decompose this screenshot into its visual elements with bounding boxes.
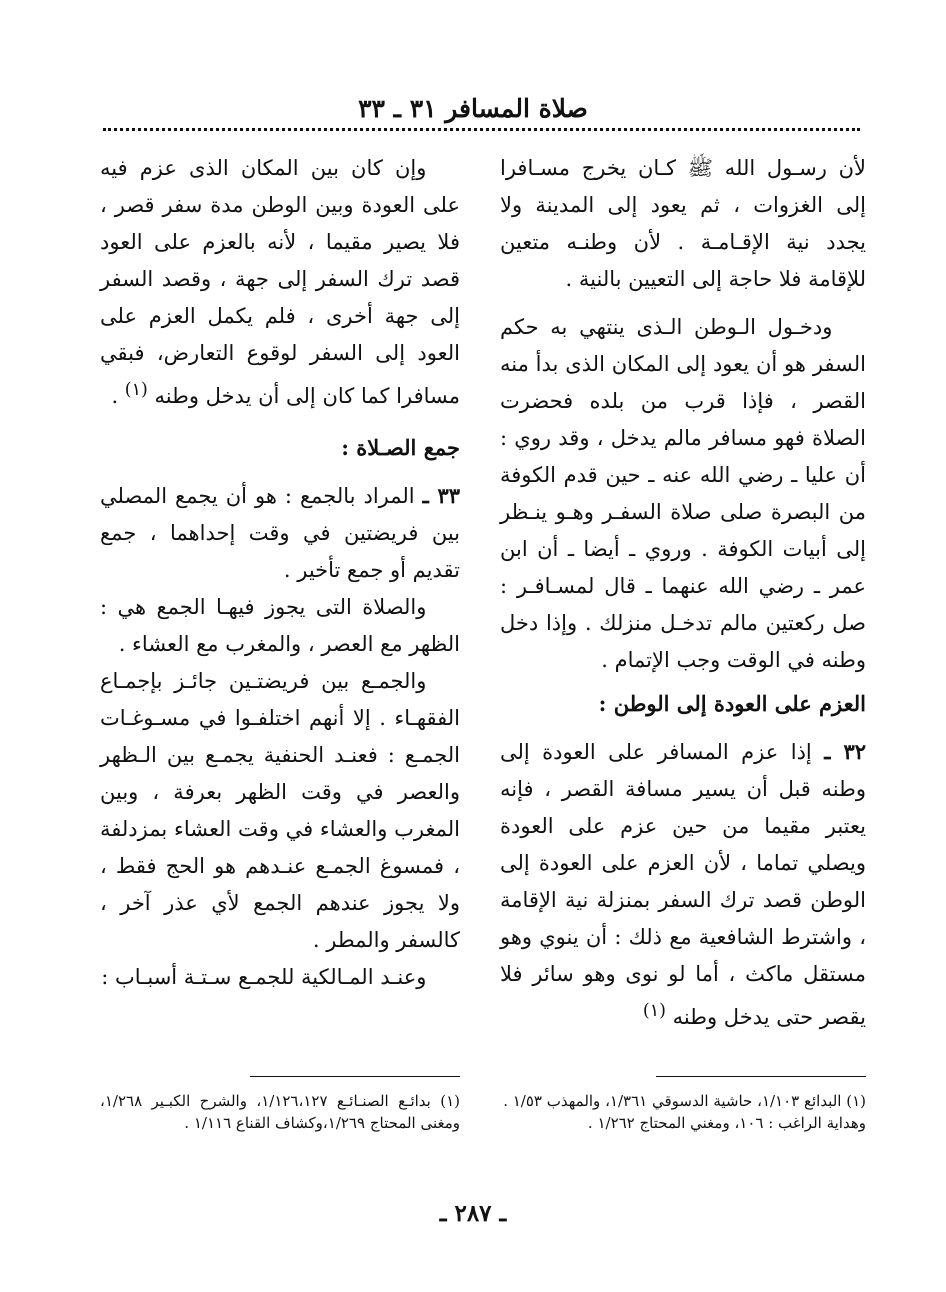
footnote: وهداية الراغب : ١٠٦، ومغني المحتاج ١/٢٦٢ . xyxy=(587,1114,866,1132)
section-heading: العزم على العودة إلى الوطن : xyxy=(598,691,866,716)
paragraph: وعنـد المـالكية للجمـع سـتـة أسبـاب : xyxy=(101,965,427,989)
footnote-separator xyxy=(250,1076,460,1077)
paragraph: ودخـول الـوطن الـذى ينتهي به حكم السفر هو أن يعود إلى المكان الذى بدأ منه القصر ، فإذا قرب من بلده فحضرت الصلاة فهو مسافر مالم يدخل ، وقد روي : أن عليا ـ رضي الله عنه ـ حين قدم الكوفة من البصرة صلى صلاة السفـر وهـو ينـظر إلى أبيات الكوفة . وروي ـ أيضا ـ أن ابن عمر ـ رضي الله عنهما ـ قال لمسـافـر : صل ركعتين مالم تدخـل منزلك . وإذا دخل وطنه في الوقت وجب الإتمام . xyxy=(500,315,866,672)
footnote: (١) بدائـع الصنـائـع ١/١٢٦،١٢٧، والشرح الكبـير ١/٢٦٨، ومغنى المحتاج ١/٢٦٩،وكشاف القناع ١/١١٦ . xyxy=(100,1092,460,1132)
footnote: (١) البدائع ١/١٠٣، حاشية الدسوقي ١/٣٦١، والمهذب ١/٥٣ . xyxy=(503,1092,866,1110)
paragraph: وإن كان بين المكان الذى عزم فيه على العودة وبين الوطن مدة سفر قصر ، فلا يصير مقيما ، لأنه بالعزم على العود قصد ترك السفر إلى جهة ، وقصد السفر إلى جهة أخرى ، فلم يكمل العزم على العود إلى السفر لوقوع التعارض، فبقي مسافرا كما كان إلى أن يدخل وطنه $^{(١)}$ . xyxy=(100,156,460,408)
paragraph: لأن رسـول الله ﷺ كـان يخرج مسـافرا إلى الغزوات ، ثم يعود إلى المدينة ولا يجدد نية الإقـامـة . لأن وطنـه متعين للإقامة فلا حاجة إلى التعيين بالنية . xyxy=(500,156,866,291)
section-number: ٣٣ ـ xyxy=(422,483,460,508)
section-heading: جمع الصـلاة : xyxy=(341,435,460,460)
left-column xyxy=(100,150,460,996)
footnote-separator xyxy=(656,1076,866,1077)
paragraph-text: وإن كان بين المكان الذى عزم فيه على العودة وبين الوطن مدة سفر قصر ، فلا يصير مقيما ، لأنه بالعزم على العود قصد ترك السفر إلى جهة ، وقصد السفر إلى جهة أخرى ، فلم يكمل العزم على العود إلى السفر لوقوع التعارض، فبقي مسافرا كما كان إلى أن يدخل وطنه xyxy=(100,156,460,408)
running-header: صلاة المسافر ٣١ ـ ٣٣ xyxy=(358,94,588,123)
footnotes-left xyxy=(100,1090,460,1134)
footnotes-right xyxy=(500,1090,866,1134)
paragraph-text: إذا عزم المسافر على العودة إلى وطنه قبل أن يسير مسافة القصر ، فإنه يعتبر مقيما من حين عزم على العودة ويصلي تماما ، لأن العزم على العودة إلى الوطن قصد ترك السفر بمنزلة نية الإقامة ، واشترط الشافعية مع ذلك : أن ينوي وهو مستقل ماكث ، أما لو نوى وهو سائر فلا يقصر حتى يدخل وطنه xyxy=(500,740,866,1029)
header-dotted-rule xyxy=(103,128,860,131)
paragraph: والصلاة التى يجوز فيهـا الجمع هي : الظهر مع العصر ، والمغرب مع العشاء . xyxy=(100,595,460,656)
paragraph: والجمـع بين فريضتـين جائـز بإجمـاع الفقهـاء . إلا أنهم اختلفـوا في مسـوغـات الجمـع : فعنـد الحنفية يجمـع بين الـظهر والعصر في وقت الظهر بعرفة ، وبين المغرب والعشاء في وقت العشاء بمزدلفة ، فمسوغ الجمـع عنـدهم هو الحج فقط ، ولا يجوز عندهم الجمع لأي عذر آخر ، كالسفر والمطر . xyxy=(100,669,460,952)
paragraph xyxy=(100,477,460,589)
page-number: ـ ٢٨٧ ـ xyxy=(439,1200,507,1227)
right-column xyxy=(500,150,866,1036)
paragraph xyxy=(500,733,866,1036)
footnote-marker: (١) xyxy=(124,380,148,400)
section-number: ٣٢ ـ xyxy=(824,739,867,764)
footnote-marker: (١) xyxy=(642,1001,666,1021)
paragraph-text: المراد بالجمع : هو أن يجمع المصلي بين فريضتين في وقت إحداهما ، جمع تقديم أو جمع تأخير . xyxy=(100,484,460,582)
